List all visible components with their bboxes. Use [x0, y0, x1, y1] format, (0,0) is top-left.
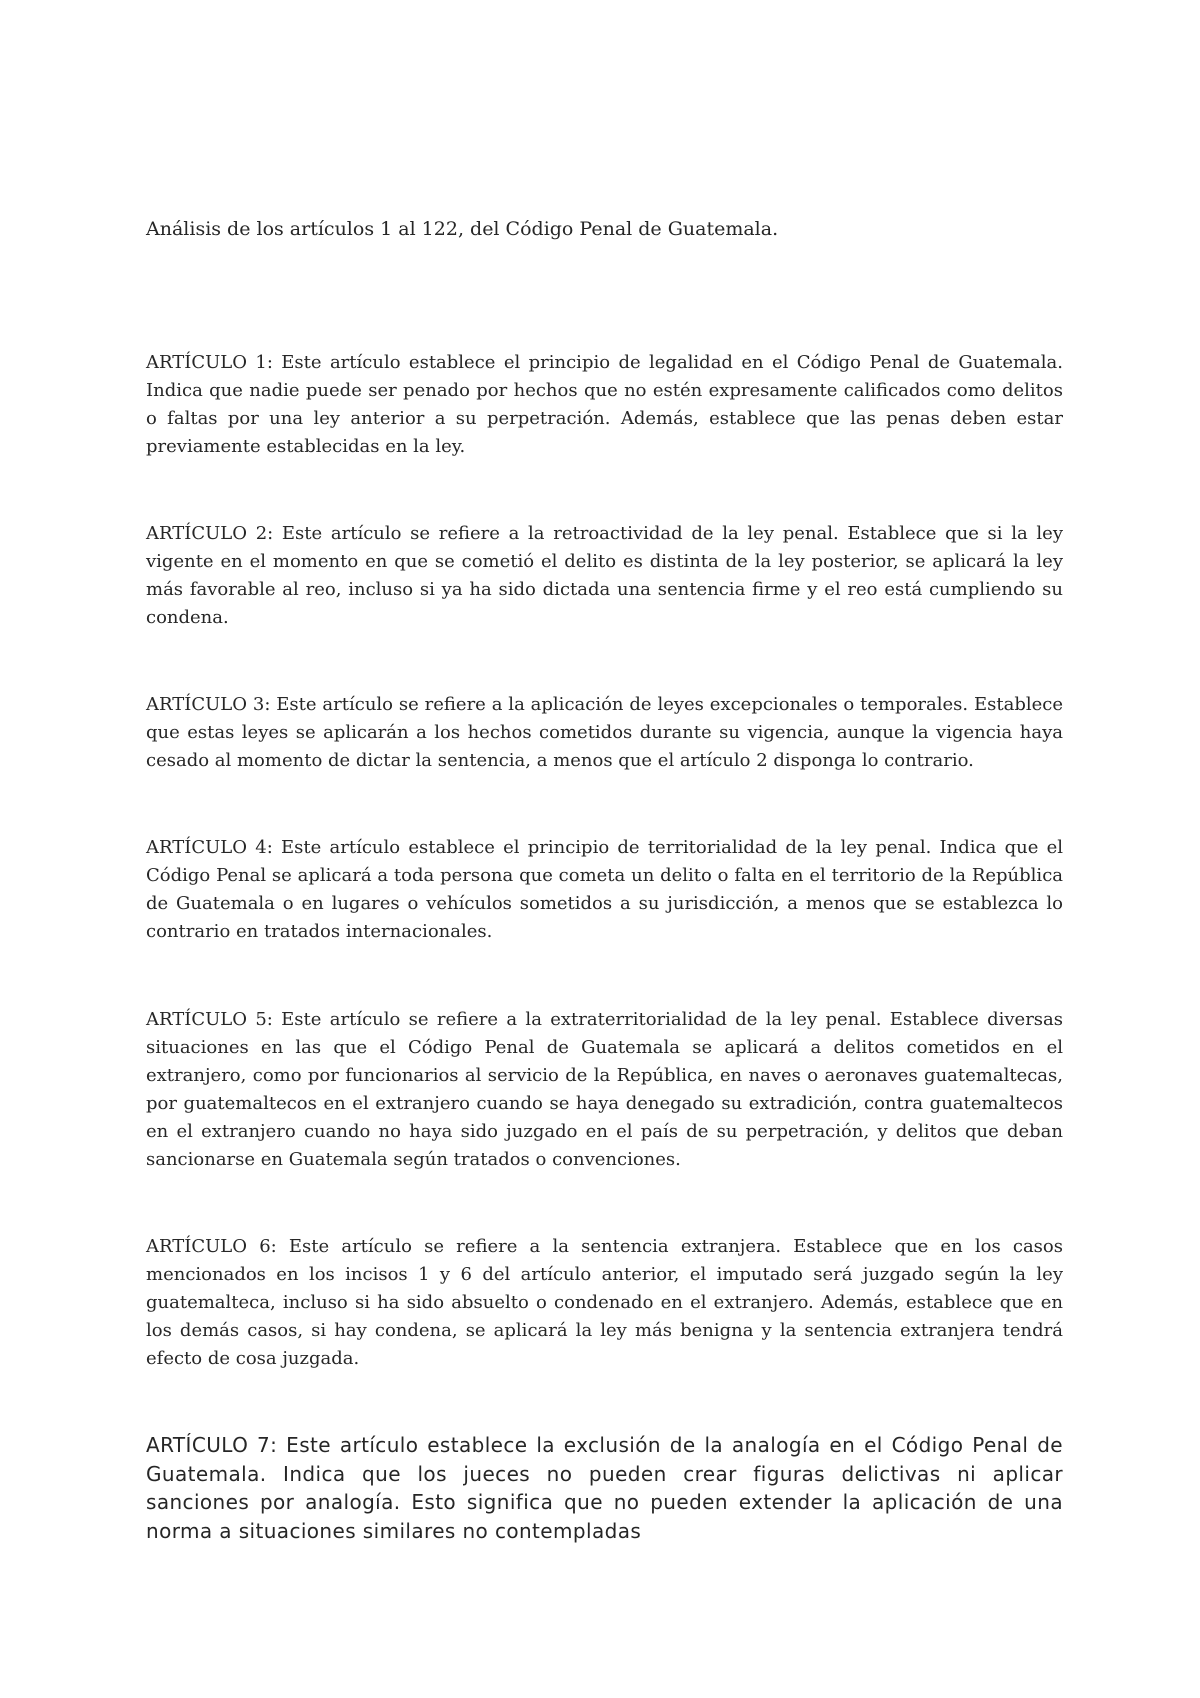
- article-4-paragraph: ARTÍCULO 4: Este artículo establece el principio de territorialidad de la ley penal. Indica que el Código Penal se aplicará a toda persona que cometa un delito o falta en el territorio de la República de Guatemala o en lugares o vehículos sometidos a su jurisdicción, a menos que se establezca lo contrario en tratados internacionales.: [146, 837, 1063, 942]
- document-title: Análisis de los artículos 1 al 122, del Código Penal de Guatemala.: [146, 218, 779, 240]
- article-5-paragraph: ARTÍCULO 5: Este artículo se refiere a la extraterritorialidad de la ley penal. Establece diversas situaciones en las que el Código Penal de Guatemala se aplicará a delitos cometidos en el extranjero, como por funcionarios al servicio de la República, en naves o aeronaves guatemaltecas, por guatemaltecos en el extranjero cuando se haya denegado su extradición, contra guatemaltecos en el extranjero cuando no haya sido juzgado en el país de su perpetración, y delitos que deban sancionarse en Guatemala según tratados o convenciones.: [146, 1009, 1063, 1170]
- article-3-paragraph: ARTÍCULO 3: Este artículo se refiere a la aplicación de leyes excepcionales o temporales. Establece que estas leyes se aplicarán a los hechos cometidos durante su vigencia, aunque la vigencia haya cesado al momento de dictar la sentencia, a menos que el artículo 2 disponga lo contrario.: [146, 694, 1063, 771]
- article-7-paragraph: ARTÍCULO 7: Este artículo establece la exclusión de la analogía en el Código Penal de Guatemala. Indica que los jueces no pueden crear figuras delictivas ni aplicar sanciones por analogía. Esto significa que no pueden extender la aplicación de una norma a situaciones similares no contempladas: [146, 1433, 1063, 1543]
- article-1-paragraph: ARTÍCULO 1: Este artículo establece el principio de legalidad en el Código Penal de Guatemala. Indica que nadie puede ser penado por hechos que no estén expresamente calificados como delitos o faltas por una ley anterior a su perpetración. Además, establece que las penas deben estar previamente establecidas en la ley.: [146, 352, 1063, 457]
- article-6-paragraph: ARTÍCULO 6: Este artículo se refiere a la sentencia extranjera. Establece que en los casos mencionados en los incisos 1 y 6 del artículo anterior, el imputado será juzgado según la ley guatemalteca, incluso si ha sido absuelto o condenado en el extranjero. Además, establece que en los demás casos, si hay condena, se aplicará la ley más benigna y la sentencia extranjera tendrá efecto de cosa juzgada.: [146, 1236, 1063, 1369]
- article-2-paragraph: ARTÍCULO 2: Este artículo se refiere a la retroactividad de la ley penal. Establece que si la ley vigente en el momento en que se cometió el delito es distinta de la ley posterior, se aplicará la ley más favorable al reo, incluso si ya ha sido dictada una sentencia firme y el reo está cumpliendo su condena.: [146, 523, 1063, 628]
